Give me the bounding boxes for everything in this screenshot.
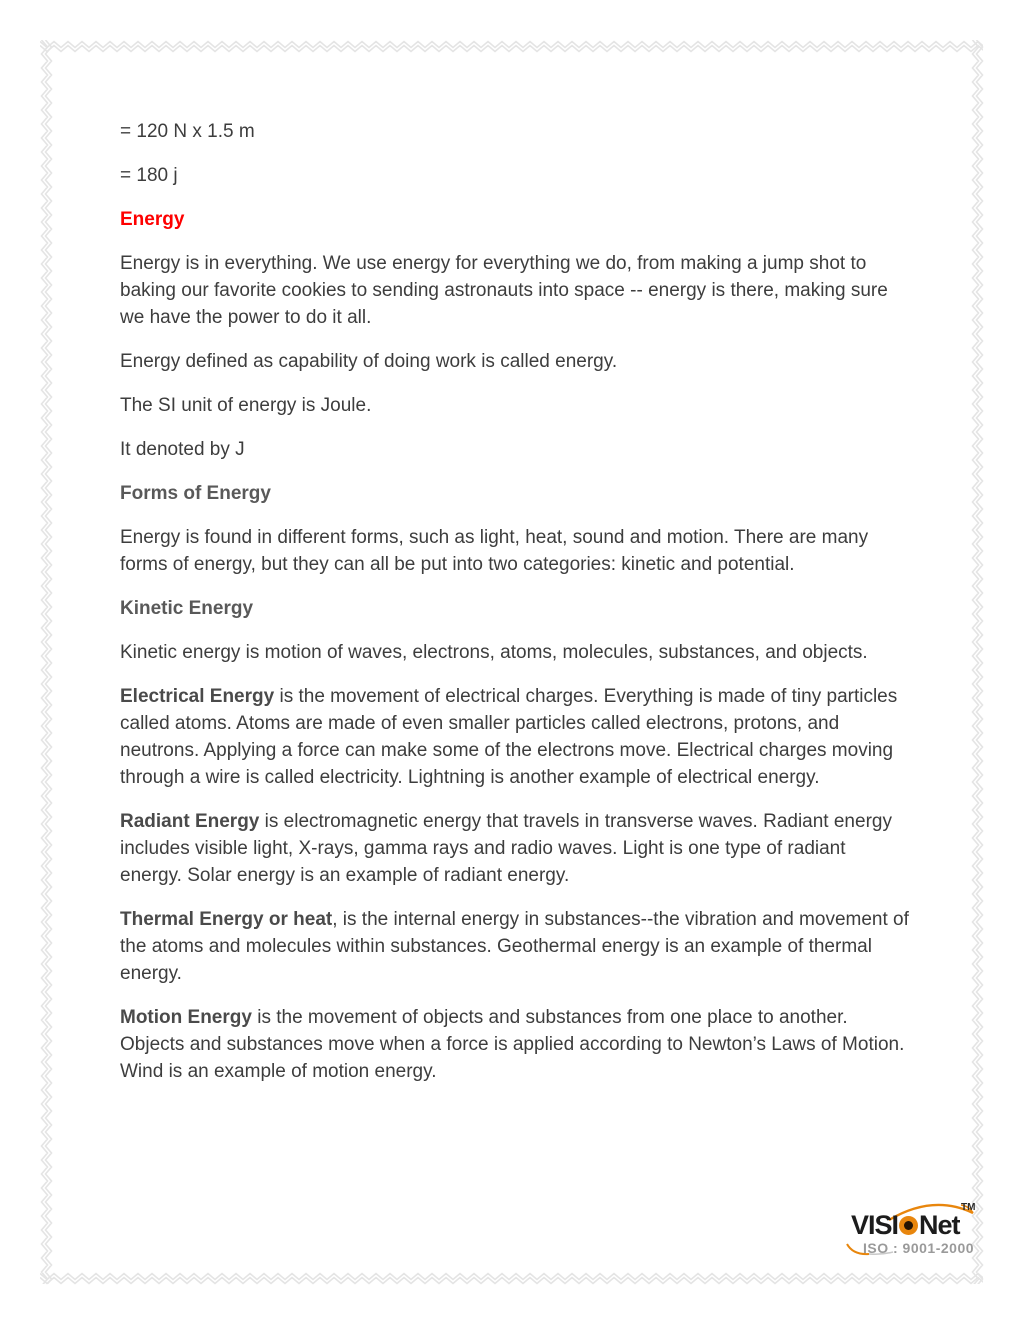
thermal-energy-text: , is the internal energy in substances--the vibration and movement of the atoms and molecules within substances. Geothermal energy is an example of thermal energy. [120,909,909,984]
kinetic-energy-heading: Kinetic Energy [120,598,254,619]
zigzag-border-left [40,40,53,1284]
forms-paragraph: Energy is found in different forms, such as light, heat, sound and motion. There are many forms of energy, but they can all be put into two categories: kinetic and potential. [120,527,869,575]
visionet-logo [843,1200,979,1264]
thermal-energy-paragraph [120,906,910,987]
logo-brand-prefix: VISI [851,1210,899,1240]
zigzag-border-right [971,40,984,1284]
motion-energy-lead: Motion Energy [120,1007,252,1028]
denoted-line: It denoted by J [120,439,245,460]
intro-paragraph: Energy is in everything. We use energy for everything we do, from making a jump shot to baking our favorite cookies to sending astronauts into space -- energy is there, making sure we have the power to do it all. [120,253,888,328]
definition-line: Energy defined as capability of doing work is called energy. [120,351,618,372]
forms-of-energy-heading: Forms of Energy [120,483,271,504]
electrical-energy-paragraph [120,683,910,791]
zigzag-border-bottom [40,1272,983,1285]
trademark-symbol: TM [961,1202,976,1213]
motion-energy-text: is the movement of objects and substances from one place to another. Objects and substances move when a force is applied according to Newton’s Laws of Motion. Wind is an example of motion energy. [120,1007,905,1082]
equation-line-2: = 180 j [120,165,178,186]
radiant-energy-lead: Radiant Energy [120,811,260,832]
energy-heading: Energy [120,209,185,230]
document-body [120,118,910,1102]
iso-certification-text: ISO : 9001-2000 [863,1240,975,1256]
logo-o-icon [899,1216,918,1235]
radiant-energy-text: is electromagnetic energy that travels in transverse waves. Radiant energy includes visible light, X-rays, gamma rays and radio waves. Light is one type of radiant energy. Solar energy is an example of radiant energy. [120,811,892,886]
logo-brand-suffix: Net [919,1210,960,1240]
logo-brand-text [851,1210,960,1241]
motion-energy-paragraph [120,1004,910,1085]
si-unit-line: The SI unit of energy is Joule. [120,395,372,416]
kinetic-paragraph: Kinetic energy is motion of waves, electrons, atoms, molecules, substances, and objects. [120,642,868,663]
thermal-energy-lead: Thermal Energy or heat [120,909,333,930]
zigzag-border-top [40,40,983,53]
electrical-energy-text: is the movement of electrical charges. Everything is made of tiny particles called atoms. Atoms are made of even smaller particles called electrons, protons, and neutrons. Applying a force can make some of the electrons move. Electrical charges moving through a wire is called electricity. Lightning is another example of electrical energy. [120,686,898,788]
electrical-energy-lead: Electrical Energy [120,686,275,707]
equation-line-1: = 120 N x 1.5 m [120,121,255,142]
radiant-energy-paragraph [120,808,910,889]
